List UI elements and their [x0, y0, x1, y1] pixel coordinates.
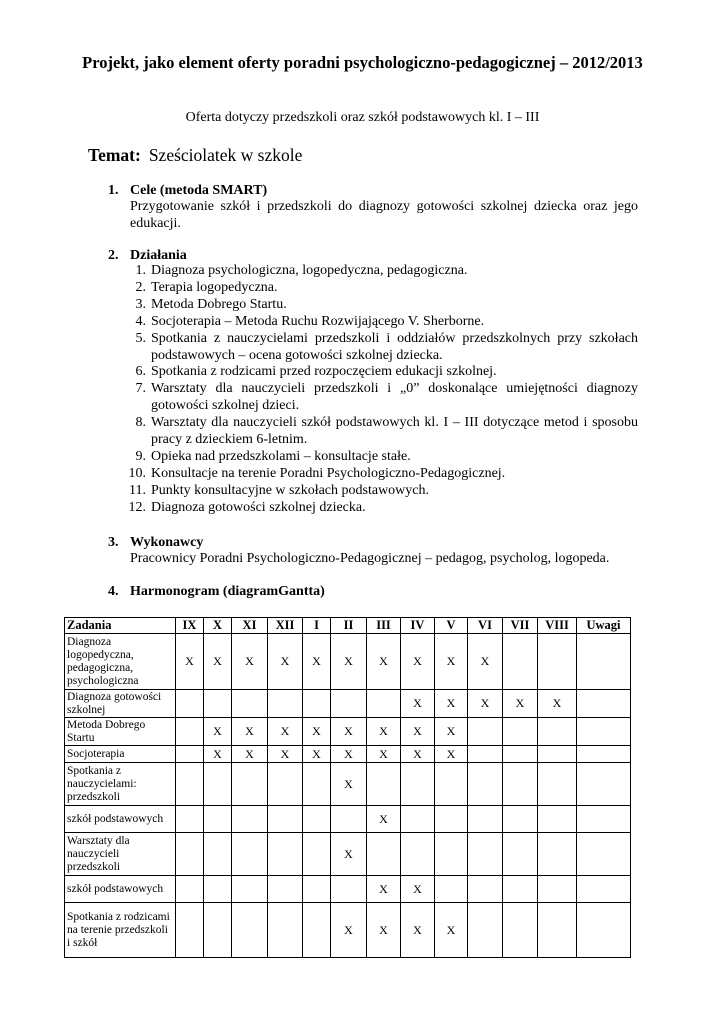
gantt-mark-cell: X — [503, 690, 538, 718]
gantt-notes-cell — [577, 903, 631, 958]
gantt-empty-cell — [303, 833, 331, 876]
gantt-header-row — [65, 618, 631, 634]
gantt-mark-cell: X — [303, 634, 331, 690]
action-item — [130, 263, 638, 280]
gantt-notes-cell — [577, 876, 631, 903]
section-heading-schedule: Harmonogram (diagramGantta) — [130, 584, 325, 599]
action-item — [130, 449, 638, 466]
gantt-empty-cell — [176, 690, 204, 718]
action-text: Metoda Dobrego Startu. — [151, 296, 287, 312]
gantt-mark-cell: X — [435, 634, 468, 690]
gantt-task-label: szkół podstawowych — [65, 806, 176, 833]
section-number: 2. — [108, 248, 119, 263]
gantt-mark-cell: X — [468, 690, 503, 718]
gantt-empty-cell — [232, 903, 268, 958]
gantt-row — [65, 746, 631, 763]
action-number: 7. — [135, 381, 146, 397]
gantt-mark-cell: X — [331, 634, 367, 690]
gantt-empty-cell — [176, 746, 204, 763]
gantt-mark-cell: X — [204, 746, 232, 763]
section-heading-executors: Wykonawcy — [130, 535, 204, 550]
gantt-mark-cell: X — [331, 833, 367, 876]
gantt-notes-cell — [577, 833, 631, 876]
document-title: Projekt, jako element oferty poradni psychologiczno-pedagogicznej – 2012/2013 — [82, 53, 643, 72]
gantt-empty-cell — [468, 718, 503, 746]
goals-text: Przygotowanie szkół i przedszkoli do diagnozy gotowości szkolnej dziecka oraz jego edukacji. — [130, 199, 638, 231]
gantt-mark-cell: X — [232, 746, 268, 763]
action-text: Diagnoza gotowości szkolnej dziecka. — [151, 499, 366, 515]
gantt-empty-cell — [268, 903, 303, 958]
gantt-task-label: Warsztaty dla nauczycieli przedszkoli — [65, 833, 176, 876]
action-number: 9. — [135, 448, 146, 464]
gantt-empty-cell — [204, 876, 232, 903]
gantt-header-cell: II — [331, 618, 367, 634]
action-text: Spotkania z rodzicami przed rozpoczęciem edukacji szkolnej. — [151, 364, 497, 380]
action-item — [130, 381, 638, 415]
gantt-task-label: Diagnoza gotowości szkolnej — [65, 690, 176, 718]
gantt-header-tasks: Zadania — [65, 618, 176, 634]
gantt-notes-cell — [577, 718, 631, 746]
action-item — [130, 331, 638, 365]
gantt-task-label: szkół podstawowych — [65, 876, 176, 903]
gantt-mark-cell: X — [268, 718, 303, 746]
gantt-empty-cell — [176, 763, 204, 806]
gantt-empty-cell — [204, 833, 232, 876]
gantt-empty-cell — [503, 746, 538, 763]
gantt-header-cell: I — [303, 618, 331, 634]
gantt-empty-cell — [303, 763, 331, 806]
gantt-table — [64, 617, 631, 958]
gantt-empty-cell — [538, 833, 577, 876]
action-item — [130, 483, 638, 500]
gantt-empty-cell — [303, 806, 331, 833]
gantt-header-cell: III — [367, 618, 401, 634]
gantt-empty-cell — [268, 806, 303, 833]
gantt-empty-cell — [268, 876, 303, 903]
action-text: Opieka nad przedszkolami – konsultacje stałe. — [151, 448, 411, 464]
gantt-empty-cell — [232, 876, 268, 903]
section-heading-goals: Cele (metoda SMART) — [130, 183, 268, 198]
gantt-empty-cell — [176, 876, 204, 903]
gantt-mark-cell: X — [331, 746, 367, 763]
gantt-header-cell: IX — [176, 618, 204, 634]
gantt-mark-cell: X — [367, 876, 401, 903]
gantt-row — [65, 718, 631, 746]
gantt-empty-cell — [538, 718, 577, 746]
gantt-empty-cell — [268, 763, 303, 806]
gantt-empty-cell — [176, 833, 204, 876]
gantt-mark-cell: X — [435, 718, 468, 746]
action-item — [130, 297, 638, 314]
gantt-mark-cell: X — [367, 718, 401, 746]
gantt-mark-cell: X — [268, 634, 303, 690]
gantt-empty-cell — [435, 763, 468, 806]
gantt-row — [65, 690, 631, 718]
action-item — [130, 314, 638, 331]
gantt-header-cell: X — [204, 618, 232, 634]
gantt-mark-cell: X — [538, 690, 577, 718]
gantt-empty-cell — [468, 746, 503, 763]
gantt-task-label: Spotkania z rodzicami na terenie przedszkoli i szkół — [65, 903, 176, 958]
action-number: 3. — [135, 296, 146, 312]
action-item — [130, 280, 638, 297]
gantt-mark-cell: X — [303, 746, 331, 763]
gantt-mark-cell: X — [367, 903, 401, 958]
action-number: 6. — [135, 364, 146, 380]
gantt-header-cell: XI — [232, 618, 268, 634]
gantt-header-cell: XII — [268, 618, 303, 634]
gantt-mark-cell: X — [401, 903, 435, 958]
gantt-empty-cell — [204, 806, 232, 833]
action-text: Punkty konsultacyjne w szkołach podstawowych. — [151, 482, 430, 498]
gantt-empty-cell — [503, 634, 538, 690]
section-heading-actions: Działania — [130, 248, 187, 263]
topic-value: Sześciolatek w szkole — [148, 145, 303, 165]
gantt-empty-cell — [435, 876, 468, 903]
gantt-mark-cell: X — [367, 806, 401, 833]
action-number: 1. — [135, 263, 146, 278]
gantt-empty-cell — [468, 903, 503, 958]
action-text: Konsultacje na terenie Poradni Psychologiczno-Pedagogicznej. — [151, 465, 506, 481]
gantt-empty-cell — [303, 876, 331, 903]
gantt-row — [65, 876, 631, 903]
gantt-notes-cell — [577, 634, 631, 690]
gantt-empty-cell — [303, 903, 331, 958]
gantt-empty-cell — [401, 763, 435, 806]
gantt-notes-cell — [577, 746, 631, 763]
gantt-empty-cell — [435, 806, 468, 833]
gantt-row — [65, 903, 631, 958]
gantt-mark-cell: X — [401, 690, 435, 718]
gantt-empty-cell — [268, 833, 303, 876]
gantt-empty-cell — [538, 806, 577, 833]
gantt-header-cell: IV — [401, 618, 435, 634]
gantt-empty-cell — [468, 763, 503, 806]
gantt-mark-cell: X — [204, 634, 232, 690]
action-number: 11. — [129, 482, 146, 498]
gantt-mark-cell: X — [435, 746, 468, 763]
gantt-header-cell: VI — [468, 618, 503, 634]
gantt-mark-cell: X — [331, 903, 367, 958]
gantt-empty-cell — [401, 806, 435, 833]
gantt-notes-cell — [577, 806, 631, 833]
gantt-mark-cell: X — [401, 634, 435, 690]
gantt-row — [65, 634, 631, 690]
action-text: Warsztaty dla nauczycieli przedszkoli i „0” doskonalące umiejętności diagnozy gotowości szkolnej dzieci. — [151, 381, 638, 414]
gantt-mark-cell: X — [435, 690, 468, 718]
gantt-empty-cell — [435, 833, 468, 876]
gantt-empty-cell — [268, 690, 303, 718]
gantt-empty-cell — [401, 833, 435, 876]
section-number: 1. — [108, 183, 119, 198]
gantt-task-label: Socjoterapia — [65, 746, 176, 763]
action-text: Spotkania z nauczycielami przedszkoli i oddziałów przedszkolnych przy szkołach podstawowych – ocena gotowości szkolnej dziecka. — [151, 330, 638, 363]
gantt-mark-cell: X — [401, 876, 435, 903]
gantt-mark-cell: X — [232, 718, 268, 746]
gantt-empty-cell — [232, 763, 268, 806]
gantt-empty-cell — [538, 903, 577, 958]
action-text: Diagnoza psychologiczna, logopedyczna, pedagogiczna. — [151, 263, 468, 278]
gantt-header-cell: VII — [503, 618, 538, 634]
gantt-row — [65, 833, 631, 876]
action-number: 10. — [128, 465, 146, 481]
gantt-mark-cell: X — [232, 634, 268, 690]
gantt-empty-cell — [468, 833, 503, 876]
gantt-mark-cell: X — [303, 718, 331, 746]
gantt-empty-cell — [503, 806, 538, 833]
gantt-mark-cell: X — [268, 746, 303, 763]
gantt-mark-cell: X — [367, 634, 401, 690]
gantt-mark-cell: X — [204, 718, 232, 746]
gantt-empty-cell — [503, 876, 538, 903]
gantt-empty-cell — [538, 746, 577, 763]
gantt-empty-cell — [303, 690, 331, 718]
gantt-mark-cell: X — [435, 903, 468, 958]
gantt-task-label: Metoda Dobrego Startu — [65, 718, 176, 746]
gantt-empty-cell — [331, 690, 367, 718]
section-number: 4. — [108, 584, 119, 599]
gantt-empty-cell — [468, 806, 503, 833]
section-number: 3. — [108, 535, 119, 550]
gantt-empty-cell — [204, 763, 232, 806]
gantt-empty-cell — [176, 718, 204, 746]
gantt-row — [65, 763, 631, 806]
topic-label: Temat: — [88, 145, 141, 165]
gantt-mark-cell: X — [468, 634, 503, 690]
gantt-notes-cell — [577, 763, 631, 806]
gantt-row — [65, 806, 631, 833]
action-item — [130, 415, 638, 449]
action-text: Socjoterapia – Metoda Ruchu Rozwijającego V. Sherborne. — [151, 313, 485, 329]
gantt-mark-cell: X — [401, 718, 435, 746]
gantt-mark-cell: X — [401, 746, 435, 763]
gantt-empty-cell — [176, 903, 204, 958]
topic-line — [88, 144, 302, 166]
gantt-empty-cell — [503, 718, 538, 746]
gantt-empty-cell — [204, 690, 232, 718]
actions-list — [130, 263, 638, 517]
gantt-notes-cell — [577, 690, 631, 718]
action-number: 2. — [135, 279, 146, 295]
executors-text: Pracownicy Poradni Psychologiczno-Pedagogicznej – pedagog, psycholog, logopeda. — [130, 551, 610, 566]
action-item — [130, 500, 638, 517]
gantt-empty-cell — [367, 763, 401, 806]
gantt-empty-cell — [204, 903, 232, 958]
gantt-mark-cell: X — [176, 634, 204, 690]
action-text: Warsztaty dla nauczycieli szkół podstawowych kl. I – III dotyczące metod i sposobu pracy z dzieckiem 6-letnim. — [151, 415, 638, 448]
gantt-empty-cell — [176, 806, 204, 833]
gantt-empty-cell — [503, 833, 538, 876]
gantt-empty-cell — [503, 763, 538, 806]
gantt-empty-cell — [538, 634, 577, 690]
gantt-empty-cell — [468, 876, 503, 903]
action-number: 8. — [135, 415, 146, 431]
gantt-empty-cell — [538, 763, 577, 806]
gantt-empty-cell — [367, 690, 401, 718]
gantt-header-cell: VIII — [538, 618, 577, 634]
action-number: 12. — [128, 499, 146, 515]
action-number: 5. — [135, 330, 146, 346]
gantt-empty-cell — [331, 806, 367, 833]
gantt-empty-cell — [232, 690, 268, 718]
gantt-mark-cell: X — [331, 718, 367, 746]
action-item — [130, 466, 638, 483]
gantt-header-cell: V — [435, 618, 468, 634]
action-number: 4. — [135, 313, 146, 329]
gantt-empty-cell — [538, 876, 577, 903]
gantt-empty-cell — [367, 833, 401, 876]
gantt-empty-cell — [232, 806, 268, 833]
action-item — [130, 364, 638, 381]
gantt-empty-cell — [232, 833, 268, 876]
gantt-task-label: Diagnoza logopedyczna, pedagogiczna, psychologiczna — [65, 634, 176, 690]
action-text: Terapia logopedyczna. — [151, 279, 278, 295]
gantt-empty-cell — [331, 876, 367, 903]
document-subtitle: Oferta dotyczy przedszkoli oraz szkół podstawowych kl. I – III — [185, 110, 540, 125]
gantt-task-label: Spotkania z nauczycielami: przedszkoli — [65, 763, 176, 806]
gantt-mark-cell: X — [331, 763, 367, 806]
gantt-mark-cell: X — [367, 746, 401, 763]
gantt-empty-cell — [503, 903, 538, 958]
gantt-header-cell: Uwagi — [577, 618, 631, 634]
